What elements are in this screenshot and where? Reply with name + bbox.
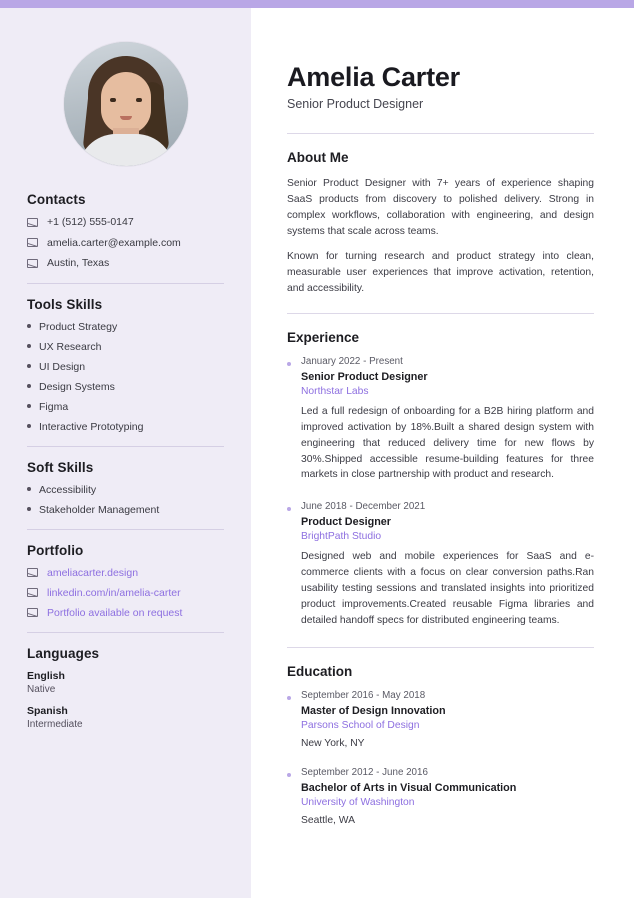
list-item <box>27 484 224 496</box>
sidebar <box>0 8 251 898</box>
entry-organization: Parsons School of Design <box>301 720 420 732</box>
entry-date: June 2018 - December 2021 <box>301 501 426 513</box>
language-item <box>27 670 224 695</box>
contact-value: +1 (512) 555-0147 <box>47 216 134 228</box>
list-item <box>27 401 224 413</box>
skill-label: Design Systems <box>39 380 115 393</box>
bullet-icon <box>27 487 31 491</box>
entry-organization: University of Washington <box>301 797 415 809</box>
avatar <box>64 42 188 166</box>
skill-label: Figma <box>39 400 69 413</box>
avatar-container <box>27 42 224 166</box>
mail-icon <box>27 568 38 577</box>
education-section <box>287 664 594 826</box>
list-item <box>27 421 224 433</box>
divider <box>27 283 224 284</box>
skill-label: Accessibility <box>39 483 97 496</box>
resume-body <box>0 8 634 898</box>
bullet-icon <box>287 773 291 777</box>
bullet-icon <box>287 507 291 511</box>
entry-title: Product Designer <box>301 516 391 529</box>
contact-value: amelia.carter@example.com <box>47 236 181 249</box>
education-title: Education <box>287 664 353 680</box>
top-accent-bar <box>0 0 634 8</box>
portfolio-item[interactable] <box>27 607 224 619</box>
divider <box>27 529 224 530</box>
language-name: Spanish <box>27 704 68 717</box>
entry-title: Bachelor of Arts in Visual Communication <box>301 782 517 795</box>
list-item <box>27 321 224 333</box>
skill-label: Interactive Prototyping <box>39 420 144 433</box>
contacts-section <box>27 192 224 270</box>
mail-icon <box>27 588 38 597</box>
page-title: Amelia Carter <box>287 62 460 92</box>
job-title: Senior Product Designer <box>287 97 424 111</box>
contact-value: Austin, Texas <box>47 257 110 270</box>
entry-location: New York, NY <box>301 738 365 750</box>
languages-title: Languages <box>27 645 100 661</box>
about-paragraph: Senior Product Designer with 7+ years of experience shaping SaaS products from discovery to polished delivery. Strong in complex workflows, collaboration with engineering, and design systems that scale across teams. <box>287 178 594 237</box>
list-item <box>27 361 224 373</box>
mail-icon <box>27 218 38 227</box>
bullet-icon <box>27 324 31 328</box>
portfolio-link[interactable]: linkedin.com/in/amelia-carter <box>47 586 181 599</box>
divider <box>287 313 594 314</box>
portfolio-link[interactable]: ameliacarter.design <box>47 566 139 579</box>
tools-skills-title: Tools Skills <box>27 296 103 312</box>
language-name: English <box>27 669 65 682</box>
divider <box>27 632 224 633</box>
experience-title: Experience <box>287 329 360 345</box>
soft-skills-section <box>27 460 224 516</box>
portfolio-section <box>27 543 224 619</box>
bullet-icon <box>287 696 291 700</box>
list-item <box>27 381 224 393</box>
mail-icon <box>27 608 38 617</box>
entry-date: September 2016 - May 2018 <box>301 690 426 702</box>
tools-skills-section <box>27 297 224 433</box>
education-entry <box>287 767 594 826</box>
entry-date: January 2022 - Present <box>301 355 403 367</box>
divider <box>287 133 594 134</box>
bullet-icon <box>27 507 31 511</box>
portfolio-link[interactable]: Portfolio available on request <box>47 606 183 619</box>
skill-label: Stakeholder Management <box>39 503 160 516</box>
contact-item[interactable] <box>27 216 224 229</box>
languages-section <box>27 646 224 730</box>
mail-icon <box>27 259 38 268</box>
entry-date: September 2012 - June 2016 <box>301 767 428 779</box>
bullet-icon <box>287 362 291 366</box>
entry-description: Designed web and mobile experiences for SaaS and e-commerce clients with a focus on clear conversion paths.Ran usability testing sessions and translated insights into prioritized product improvements.Created reusable Figma libraries and detailed handoff specs for distributed engineering teams. <box>301 551 594 627</box>
bullet-icon <box>27 344 31 348</box>
about-paragraph: Known for turning research and product strategy into clean, measurable user experiences that improve activation, retention, and accessibility. <box>287 250 594 294</box>
portfolio-item[interactable] <box>27 587 224 599</box>
experience-entry <box>287 501 594 629</box>
entry-organization: BrightPath Studio <box>301 531 382 543</box>
entry-title: Master of Design Innovation <box>301 705 446 718</box>
portfolio-title: Portfolio <box>27 542 84 558</box>
soft-skills-title: Soft Skills <box>27 459 94 475</box>
experience-section <box>287 330 594 630</box>
contacts-title: Contacts <box>27 192 86 207</box>
contact-item[interactable] <box>27 257 224 270</box>
main-content <box>251 8 634 898</box>
entry-location: Seattle, WA <box>301 815 355 827</box>
skill-label: Product Strategy <box>39 320 118 333</box>
skill-label: UX Research <box>39 340 102 353</box>
about-section <box>287 150 594 297</box>
education-entry <box>287 690 594 749</box>
skill-label: UI Design <box>39 360 86 373</box>
contact-item[interactable] <box>27 237 224 250</box>
language-item <box>27 705 224 730</box>
portfolio-item[interactable] <box>27 567 224 579</box>
bullet-icon <box>27 424 31 428</box>
list-item <box>27 504 224 516</box>
entry-organization: Northstar Labs <box>301 385 369 397</box>
bullet-icon <box>27 364 31 368</box>
language-level: Native <box>27 683 56 695</box>
divider <box>287 647 594 648</box>
bullet-icon <box>27 384 31 388</box>
about-title: About Me <box>287 150 349 165</box>
bullet-icon <box>27 404 31 408</box>
mail-icon <box>27 238 38 247</box>
entry-description: Led a full redesign of onboarding for a B2B hiring platform and improved activation by 18%.Built a shared design system with engineering that reduced delivery time for new flows by 30%.Shipped accessible resume-building features for three markets in close partnership with product and research. <box>301 405 594 481</box>
language-level: Intermediate <box>27 718 83 730</box>
experience-entry <box>287 356 594 484</box>
entry-title: Senior Product Designer <box>301 370 428 383</box>
divider <box>27 446 224 447</box>
list-item <box>27 341 224 353</box>
